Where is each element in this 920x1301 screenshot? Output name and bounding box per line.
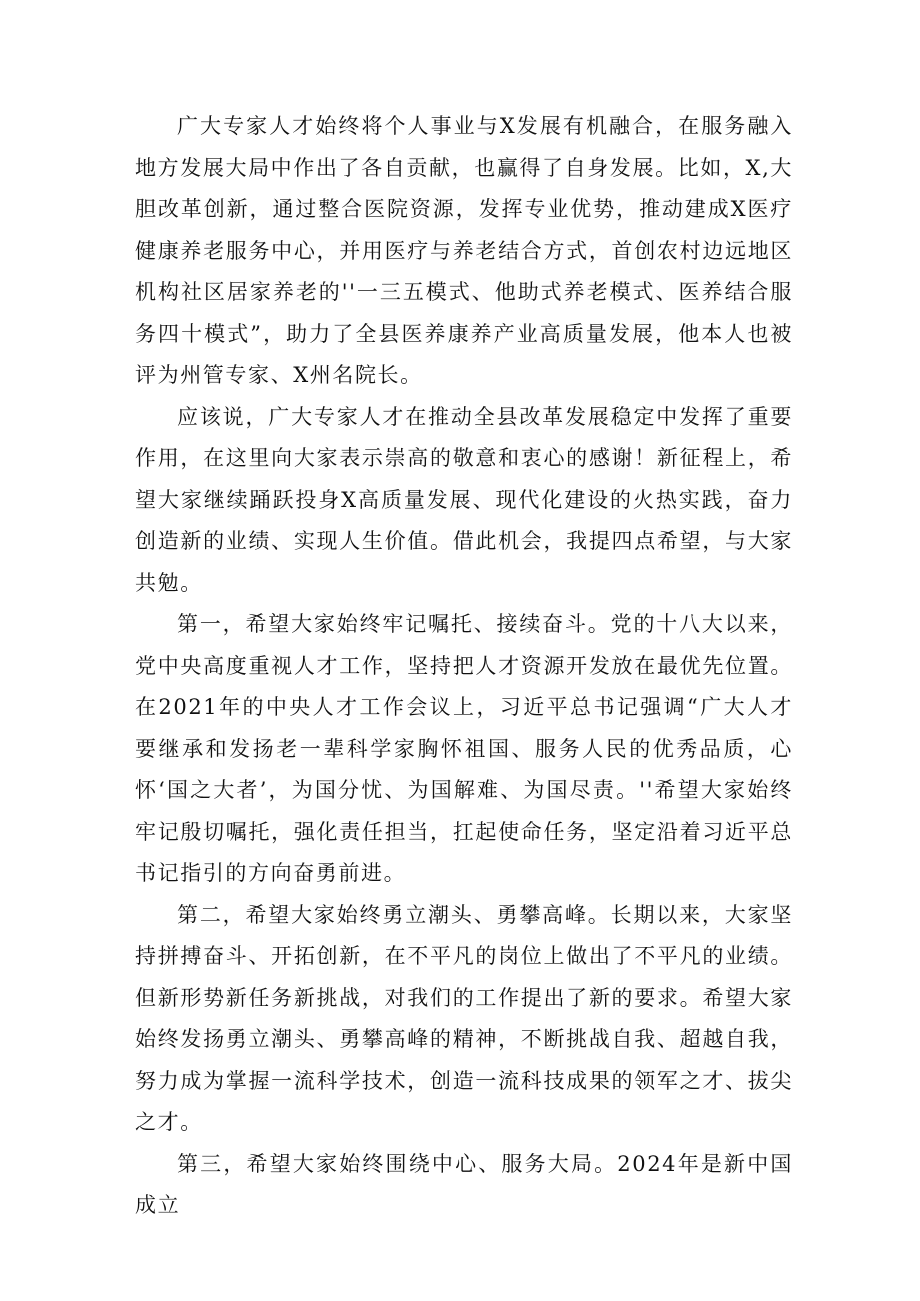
paragraph-hope-three: 第三，希望大家始终围绕中心、服务大局。2024年是新中国成立 [135, 1151, 793, 1217]
paragraph-hope-one: 第一，希望大家始终牢记嘱托、接续奋斗。党的十八大以来，党中央高度重视人才工作，坚持把人才资源开发放在最优先位置。在2021年的中央人才工作会议上，习近平总书记强调“广大人才要继承和发扬老一辈科学家胸怀祖国、服务人民的优秀品质，心怀‘国之大者’，为国分忧、为国解难、为国尽责。''希望大家始终牢记殷切嘱托，强化责任担当，扛起使命任务，坚定沿着习近平总书记指引的方向奋勇前进。 [135, 612, 793, 885]
paragraph-talent-contribution: 广大专家人才始终将个人事业与X发展有机融合，在服务融入地方发展大局中作出了各自贡献，也赢得了自身发展。比如，X,大胆改革创新，通过整合医院资源，发挥专业优势，推动建成X医疗健康养老服务中心，并用医疗与养老结合方式，首创农村边远地区机构社区居家养老的''一三五模式、他助式养老模式、医养结合服务四十模式”，助力了全县医养康养产业高质量发展，他本人也被评为州管专家、X州名院长。 [135, 114, 793, 387]
document-body [135, 106, 793, 1227]
paragraph-hope-two: 第二，希望大家始终勇立潮头、勇攀高峰。长期以来，大家坚持拼搏奋斗、开拓创新，在不平凡的岗位上做出了不平凡的业绩。但新形势新任务新挑战，对我们的工作提出了新的要求。希望大家始终发扬勇立潮头、勇攀高峰的精神，不断挑战自我、超越自我，努力成为掌握一流科学技术，创造一流科技成果的领军之才、拔尖之才。 [135, 902, 793, 1134]
paragraph-gratitude: 应该说，广大专家人才在推动全县改革发展稳定中发挥了重要作用，在这里向大家表示崇高的敬意和衷心的感谢！新征程上，希望大家继续踊跃投身X高质量发展、现代化建设的火热实践，奋力创造新的业绩、实现人生价值。借此机会，我提四点希望，与大家共勉。 [135, 404, 793, 595]
